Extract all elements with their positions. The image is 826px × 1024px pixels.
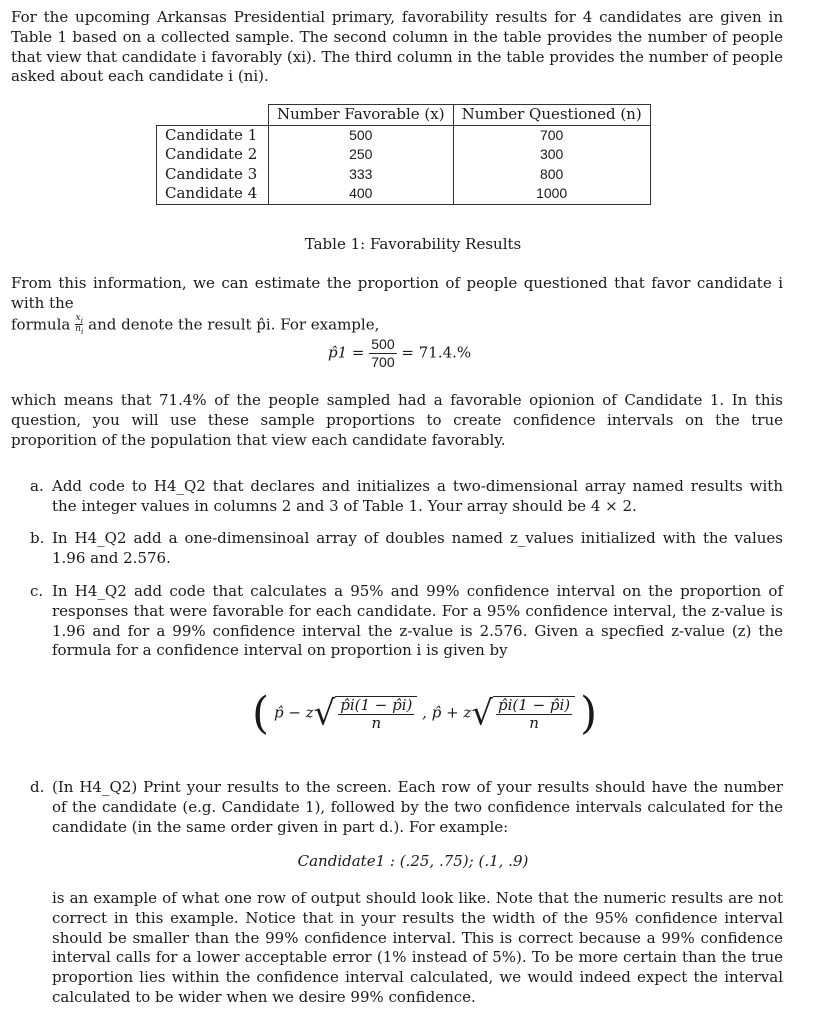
confidence-interval-formula [252,688,597,739]
right-paren: ) [579,688,598,739]
example-equation [328,336,471,371]
item-c-text: In H4_Q2 add code that calculates a 95% and 99% confidence interval on the proportion of responses that were favorable for each candidate. For a 95% confidence interval, the z-value is 1.96 and for a 99% confidence interval the z-value is 2.576. Given a specfied z-value (z) the formula for a confidence interval on proportion i is given by [52,582,783,660]
xi-over-ni-fraction: $\frac{x_i}{n_i}$ [75,312,84,337]
table-row [157,145,651,165]
candidate-name: Candidate 4 [157,184,269,204]
item-a-label: a. [30,477,44,495]
meaning-paragraph: which means that 71.4% of the people sampled had a favorable opionion of Candidate 1. In this question, you will use these sample proportions to create confidence intervals on the true proporition of the population that view each candidate favorably. [11,391,783,449]
estimate-line1: From this information, we can estimate the proportion of people questioned that favor candidate i with the [11,274,783,312]
formula-numerator: p̂i(1 − p̂i) [498,695,571,714]
formula-denominator: n [529,713,539,732]
example-numerator: 500 [371,336,395,352]
item-d-text: (In H4_Q2) Print your results to the screen. Each row of your results should have the number of the candidate (e.g. Candidate 1), followed by the two confidence intervals calculated for the candidate (in the same order given in part d.). For example: [52,778,783,836]
example-denominator: 700 [371,354,395,370]
table-row [157,165,651,185]
header-blank [157,105,269,126]
sqrt-icon: √ [471,693,493,734]
formula-denominator: n [371,713,382,732]
questioned-count: 1000 [453,184,650,204]
sqrt-term-right [493,696,575,732]
table-header-row [157,105,651,126]
estimate-line2-post: and denote the result p̂i. For example, [88,314,380,333]
favorable-count: 333 [269,165,454,185]
favorability-table [156,104,651,205]
example-fraction [369,336,396,371]
formula-numerator: p̂i(1 − p̂i) [340,695,413,714]
candidate-name: Candidate 2 [157,145,269,165]
item-d-label: d. [30,778,45,796]
favorable-count: 250 [269,145,454,165]
item-d-followup: is an example of what one row of output should look like. Note that the numeric results are not correct in this example. Notice that in your results the width of the 95% confidence interval should be smaller than the 99% confidence interval. This is correct because a 99% confidence interval calls for a lower acceptable error (1% instead of 5%). To be more certain than the true proportion lies within the confidence interval calculated, we would indeed expect the interval calculated to be wider when we desire 99% confidence. [52,889,783,1006]
sqrt-term-left [335,696,417,732]
example-output: Candidate1 : (.25, .75); (.1, .9) [297,852,529,870]
table-row [157,125,651,145]
formula-mid: , p̂ + z [422,703,472,722]
table-row [157,184,651,204]
questioned-count: 700 [453,125,650,145]
table-caption: Table 1: Favorability Results [304,235,522,253]
example-lhs: p̂1 = [328,343,365,362]
candidate-name: Candidate 3 [157,165,269,185]
example-result: = 71.4.% [401,343,472,362]
header-favorable: Number Favorable (x) [269,105,454,126]
left-paren: ( [252,688,270,739]
favorable-count: 400 [269,184,454,204]
questioned-count: 300 [453,145,650,165]
formula-left: p̂ − z [273,703,314,722]
header-questioned: Number Questioned (n) [453,105,650,126]
favorable-count: 500 [269,125,454,145]
questioned-count: 800 [453,165,650,185]
item-a-text: Add code to H4_Q2 that declares and initializes a two-dimensional array named results with the integer values in columns 2 and 3 of Table 1. Your array should be 4 × 2. [52,477,783,515]
item-c-label: c. [30,582,44,600]
intro-paragraph: For the upcoming Arkansas Presidential primary, favorability results for 4 candidates are given in Table 1 based on a collected sample. The second column in the table provides the number of people that view that candidate i favorably (xi). The third column in the table provides the number of people asked about each candidate i (ni). [11,8,783,86]
sqrt-icon: √ [313,693,336,734]
item-b-label: b. [30,529,45,547]
item-b-text: In H4_Q2 add a one-dimensinoal array of doubles named z_values initialized with the values 1.96 and 2.576. [52,529,783,567]
estimate-line2-pre: formula [11,314,71,333]
candidate-name: Candidate 1 [157,125,269,145]
estimate-paragraph [11,274,783,336]
